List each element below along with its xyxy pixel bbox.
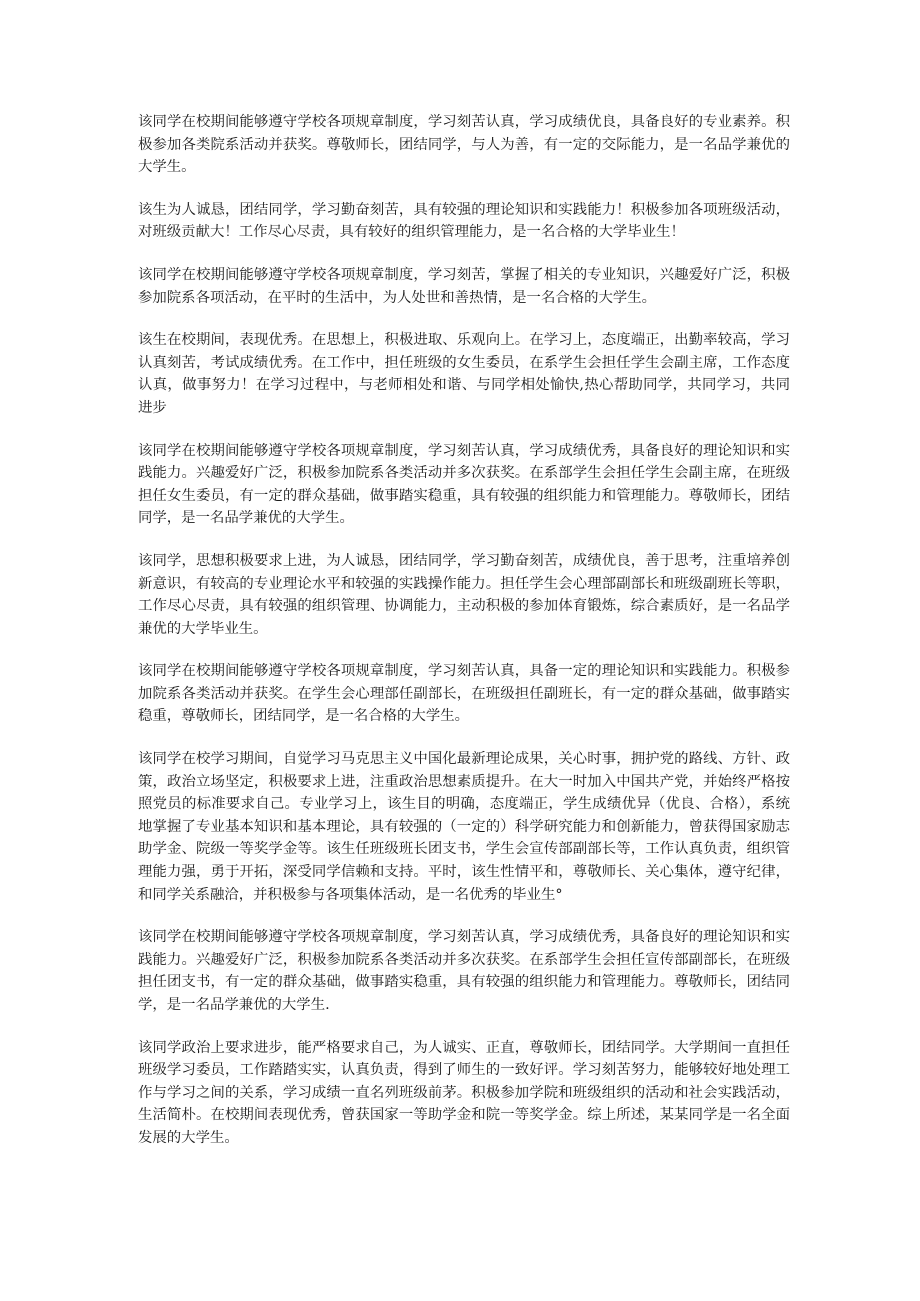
evaluation-paragraph-10: 该同学政治上要求进步，能严格要求自己，为人诚实、正直，尊敬师长，团结同学。大学期间一直担任班级学习委员，工作踏踏实实，认真负责，得到了师生的一致好评。学习刻苦努力，能够较好地处理工作与学习之间的关系，学习成绩一直名列班级前茅。积极参加学院和班级组织的活动和社会实践活动，生活简朴。在校期间表现优秀，曾获国家一等助学金和院一等奖学金。综上所述，某某同学是一名全面发展的大学生。 [138, 1039, 790, 1146]
evaluation-paragraph-6: 该同学，思想积极要求上进，为人诚恳，团结同学，学习勤奋刻苦，成绩优良，善于思考，注重培养创新意识，有较高的专业理论水平和较强的实践操作能力。担任学生会心理部副部长和班级副班长等职，工作尽心尽责，具有较强的组织管理、协调能力，主动积极的参加体育锻炼，综合素质好，是一名品学兼优的大学毕业生。 [138, 552, 790, 637]
document-body [138, 111, 790, 1170]
evaluation-paragraph-3: 该同学在校期间能够遵守学校各项规章制度，学习刻苦，掌握了相关的专业知识，兴趣爱好广泛，积极参加院系各项活动，在平时的生活中，为人处世和善热情，是一名合格的大学生。 [138, 266, 790, 306]
evaluation-paragraph-1: 该同学在校期间能够遵守学校各项规章制度，学习刻苦认真，学习成绩优良，具备良好的专业素养。积极参加各类院系活动并获奖。尊敬师长，团结同学，与人为善，有一定的交际能力，是一名品学兼优的大学生。 [138, 114, 790, 176]
evaluation-paragraph-7: 该同学在校期间能够遵守学校各项规章制度，学习刻苦认真，具备一定的理论知识和实践能力。积极参加院系各类活动并获奖。在学生会心理部任副部长，在班级担任副班长，有一定的群众基础，做事踏实稳重，尊敬师长，团结同学，是一名合格的大学生。 [138, 663, 790, 725]
evaluation-paragraph-2: 该生为人诚恳，团结同学，学习勤奋刻苦，具有较强的理论知识和实践能力！积极参加各项班级活动，对班级贡献大！工作尽心尽责，具有较好的组织管理能力，是一名合格的大学毕业生！ [138, 201, 790, 241]
evaluation-paragraph-9: 该同学在校期间能够遵守学校各项规章制度，学习刻苦认真，学习成绩优秀，具备良好的理论知识和实践能力。兴趣爱好广泛，积极参加院系各类活动并多次获奖。在系部学生会担任宣传部副部长，在班级担任团支书，有一定的群众基础，做事踏实稳重，具有较强的组织能力和管理能力。尊敬师长，团结同学，是一名品学兼优的大学生. [138, 929, 790, 1013]
evaluation-paragraph-4: 该生在校期间，表现优秀。在思想上，积极进取、乐观向上。在学习上，态度端正，出勤率较高，学习认真刻苦，考试成绩优秀。在工作中，担任班级的女生委员，在系学生会担任学生会副主席，工作态度认真，做事努力！在学习过程中，与老师相处和谐、与同学相处愉快,热心帮助同学，共同学习，共同进步 [138, 332, 790, 416]
evaluation-paragraph-5: 该同学在校期间能够遵守学校各项规章制度，学习刻苦认真，学习成绩优秀，具备良好的理论知识和实践能力。兴趣爱好广泛，积极参加院系各类活动并多次获奖。在系部学生会担任学生会副主席，在班级担任女生委员，有一定的群众基础，做事踏实稳重，具有较强的组织能力和管理能力。尊敬师长，团结同学，是一名品学兼优的大学生。 [138, 442, 790, 527]
evaluation-paragraph-8: 该同学在校学习期间，自觉学习马克思主义中国化最新理论成果，关心时事，拥护党的路线、方针、政策，政治立场坚定，积极要求上进，注重政治思想素质提升。在大一时加入中国共产党，并始终严格按照党员的标准要求自己。专业学习上，该生目的明确，态度端正，学生成绩优异（优良、合格），系统地掌握了专业基本知识和基本理论，具有较强的（一定的）科学研究能力和创新能力，曾获得国家励志助学金、院级一等奖学金等。该生任班级班长团支书，学生会宣传部副部长等，工作认真负责，组织管理能力强，勇于开拓，深受同学信赖和支持。平时，该生性情平和，尊敬师长、关心集体，遵守纪律，和同学关系融洽，并积极参与各项集体活动，是一名优秀的毕业生° [138, 751, 790, 903]
